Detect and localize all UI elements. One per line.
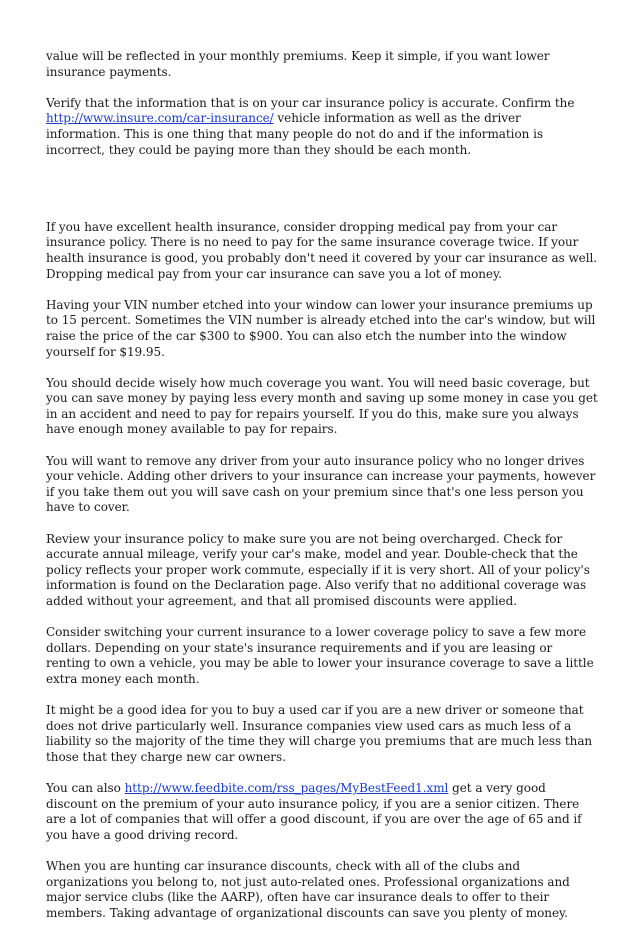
paragraph-review-policy: Review your insurance policy to make sure you are not being overcharged. Check for accurate annual mileage, verify your car's make, model and year. Double-check that the policy reflects your proper work commute, especially if it is very short. All of your policy's information is found on the Declaration page. Also verify that no additional coverage was added without your agreement, and that all promised discounts were applied.: [46, 531, 590, 608]
paragraph-vin-etching: Having your VIN number etched into your window can lower your insurance premiums up to 15 percent. Sometimes the VIN number is already etched into the car's window, but will raise the price of the car $300 to $900. You can also etch the number into the window yourself for $19.95.: [46, 297, 596, 359]
paragraph-club-discounts: When you are hunting car insurance discounts, check with all of the clubs and organizations you belong to, not just auto-related ones. Professional organizations and major service clubs (like the AARP), often have car insurance deals to offer to their members. Taking advantage of organizational discounts can save you plenty of money.: [46, 859, 570, 920]
paragraph-premiums-simple: value will be reflected in your monthly premiums. Keep it simple, if you want lower insurance payments.: [46, 49, 550, 79]
paragraph-coverage-decision: You should decide wisely how much coverage you want. You will need basic coverage, but you can save money by paying less every month and saving up some money in case you get in an accident and need to pay for repairs yourself. If you do this, make sure you always have enough money available to pay for repairs.: [46, 375, 598, 437]
paragraph-verify-policy: [46, 96, 598, 158]
paragraph-remove-driver: You will want to remove any driver from your auto insurance policy who no longer drives your vehicle. Adding other drivers to your insurance can increase your payments, however if you take them out you will save cash on your premium since that's one less person you have to cover.: [46, 453, 596, 515]
paragraph-verify-policy-text-2: vehicle information as well as the driver information. This is one thing that many people do not do and if the information is incorrect, they could be paying more than they should be each month.: [46, 111, 543, 157]
feedbite-link[interactable]: http://www.feedbite.com/rss_pages/MyBestFeed1.xml: [124, 781, 449, 796]
document-page: [46, 49, 598, 937]
paragraph-senior-discount-text-2: get a very good discount on the premium of your auto insurance policy, if you are a senior citizen. There are a lot of companies that will offer a good discount, if you are over the age of 65 and if you have a good driving record.: [46, 781, 582, 842]
paragraph-senior-discount-text-1: You can also: [46, 781, 125, 796]
paragraph-health-insurance: If you have excellent health insurance, consider dropping medical pay from your car insurance policy. There is no need to pay for the same insurance coverage twice. If your health insurance is good, you probably don't need it covered by your car insurance as well. Dropping medical pay from your car insurance can save you a lot of money.: [46, 219, 598, 281]
paragraph-verify-policy-text-1: Verify that the information that is on your car insurance policy is accurate. Confirm the: [46, 95, 575, 110]
blank-gap: [46, 174, 598, 220]
paragraph-senior-discount: [46, 781, 598, 843]
paragraph-used-car: It might be a good idea for you to buy a used car if you are a new driver or someone that does not drive particularly well. Insurance companies view used cars as much less of a liability so the majority of the time they will charge you premiums that are much less than those that they charge new car owners.: [46, 703, 593, 764]
insure-com-link[interactable]: http://www.insure.com/car-insurance/: [46, 111, 274, 126]
paragraph-lower-coverage: Consider switching your current insurance to a lower coverage policy to save a few more dollars. Depending on your state's insurance requirements and if you are leasing or renting to own a vehicle, you may be able to lower your insurance coverage to save a little extra money each month.: [46, 625, 594, 686]
